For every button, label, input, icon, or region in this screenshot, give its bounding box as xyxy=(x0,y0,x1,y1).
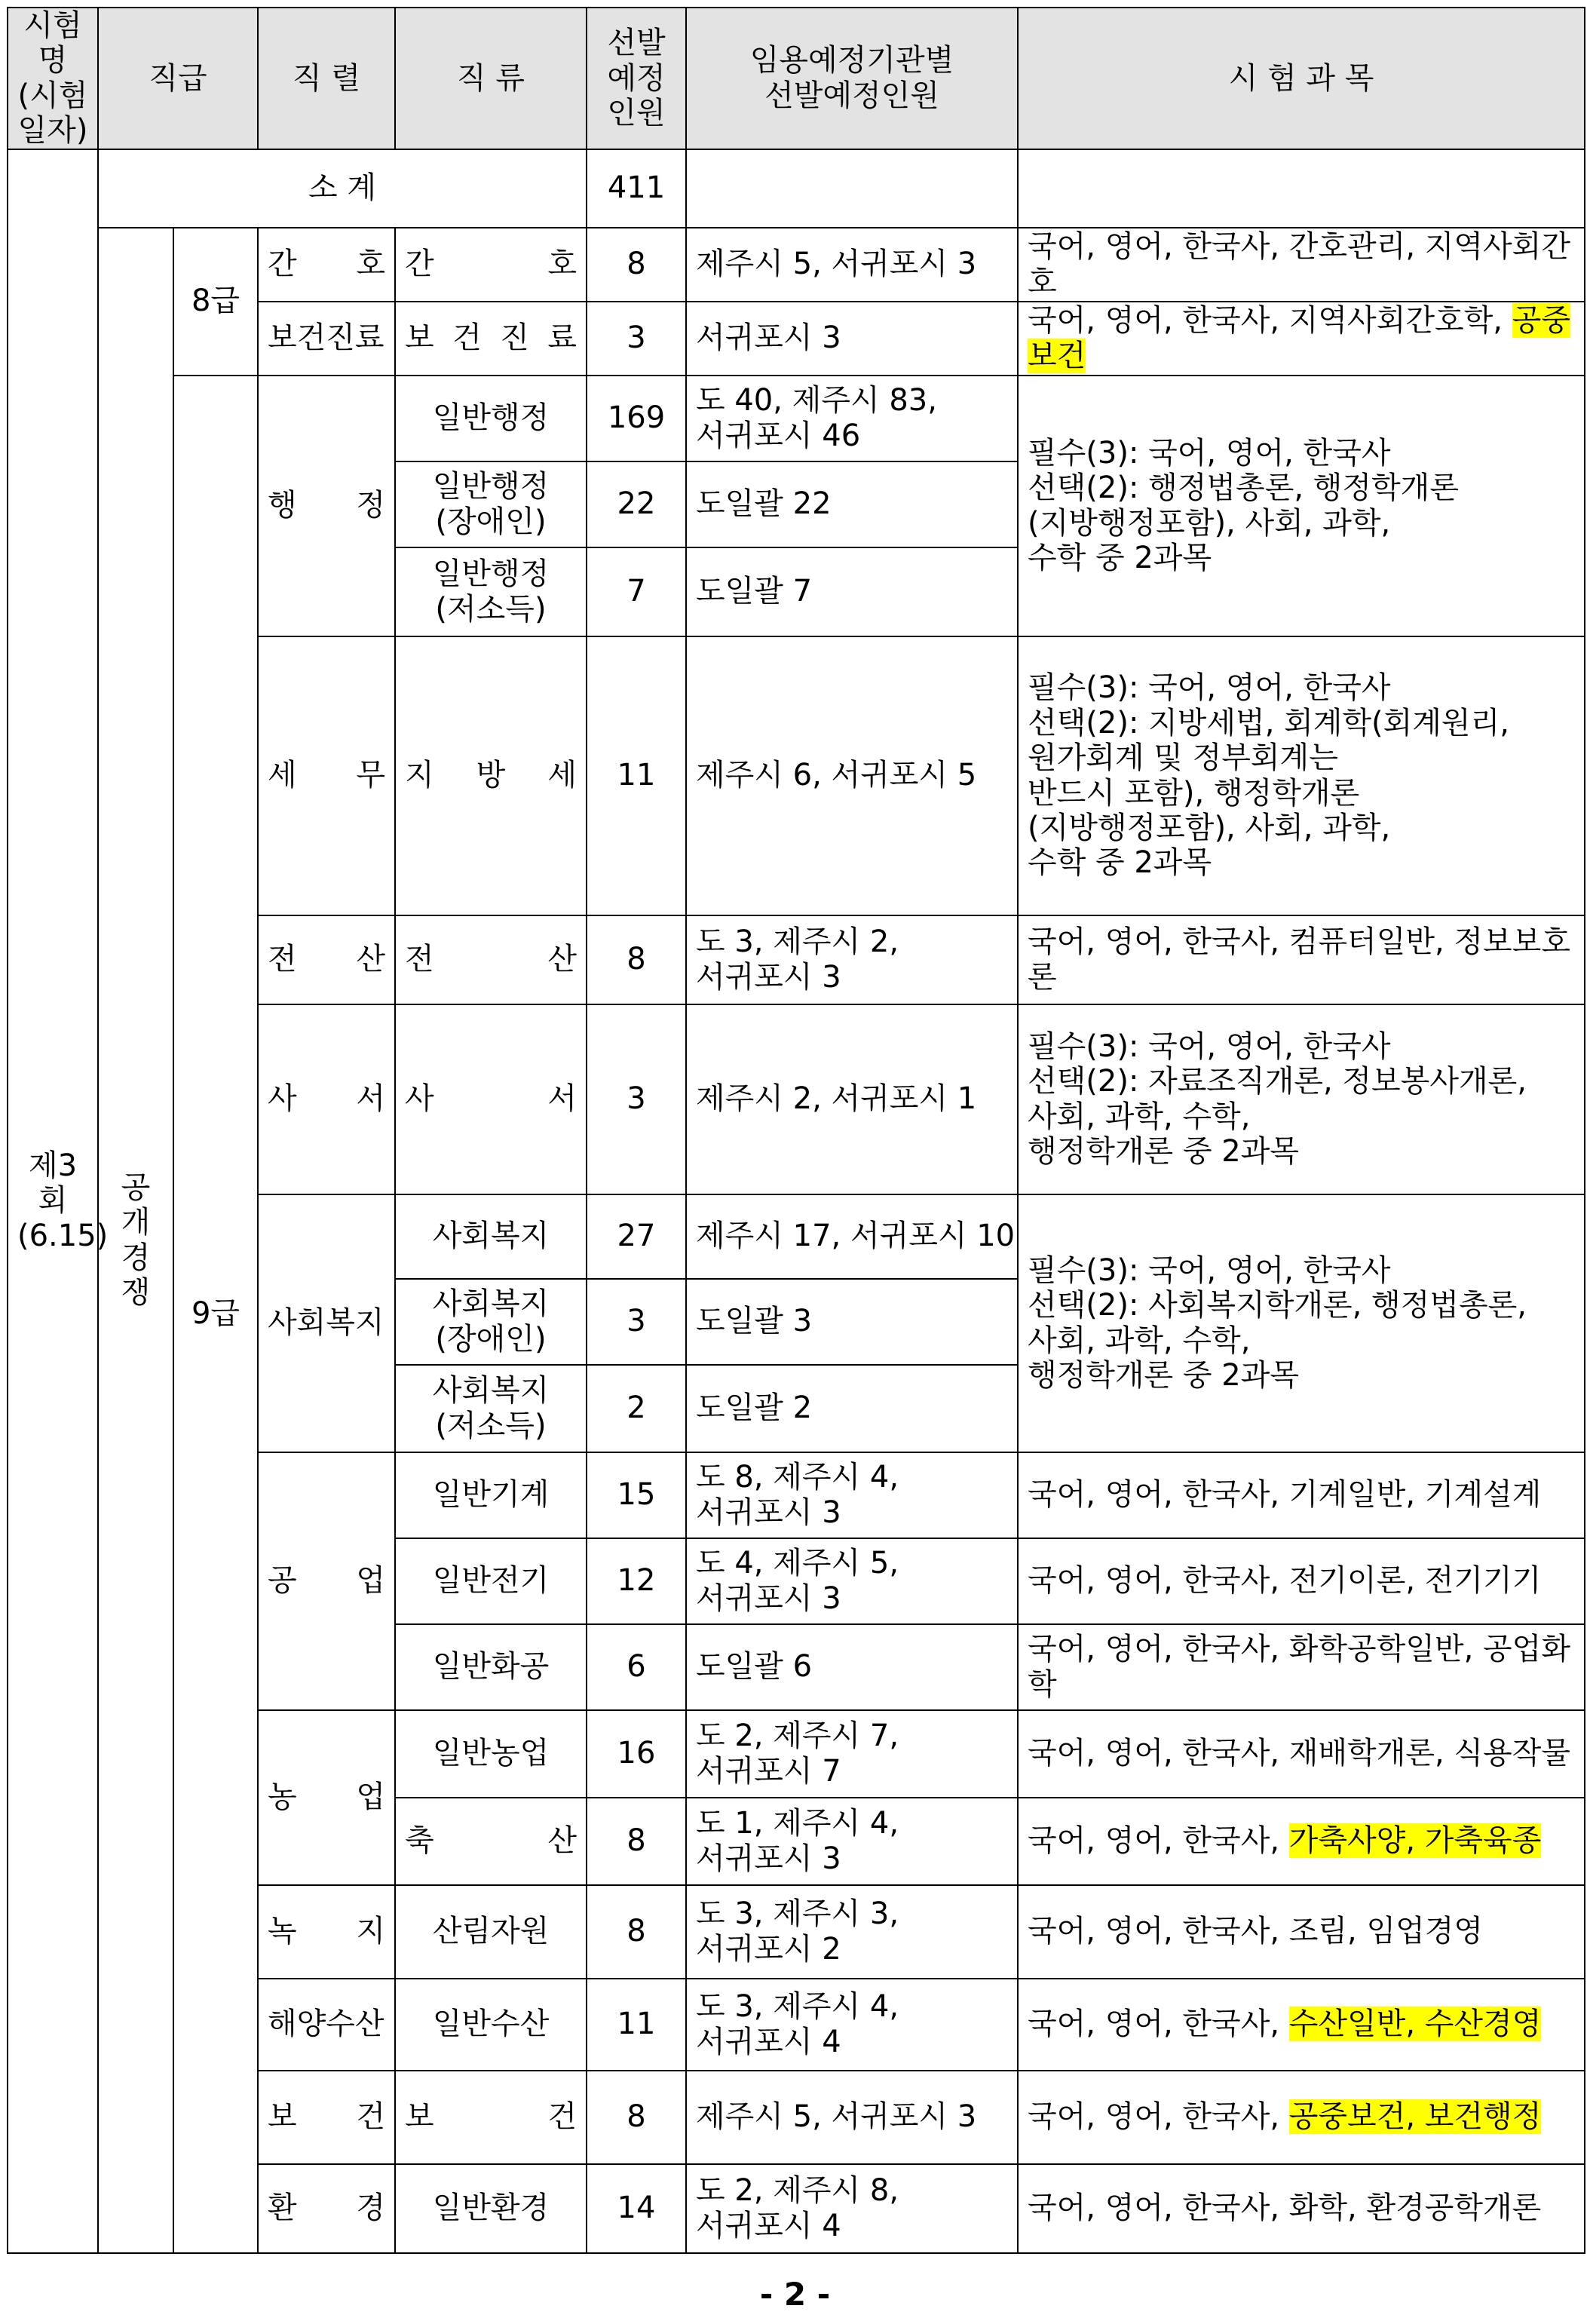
subtotal-agency xyxy=(686,149,1018,228)
class-nursing xyxy=(395,228,587,302)
agency-livestock: 도 1, 제주시 4, 서귀포시 3 xyxy=(686,1798,1018,1885)
subjects-librarian: 필수(3): 국어, 영어, 한국사 선택(2): 자료조직개론, 정보봉사개론, 사회, 과학, 수학, 행정학개론 중 2과목 xyxy=(1018,1004,1585,1194)
subjects-marine-text: 국어, 영어, 한국사, xyxy=(1028,2007,1289,2042)
series-env xyxy=(258,2164,395,2253)
subjects-chemical: 국어, 영어, 한국사, 화학공학일반, 공업화학 xyxy=(1018,1624,1585,1710)
class-mechanical: 일반기계 xyxy=(395,1452,587,1538)
agency-nursing: 제주시 5, 서귀포시 3 xyxy=(686,228,1018,302)
count-livestock: 8 xyxy=(587,1798,686,1885)
header-planned xyxy=(587,8,686,149)
series-librarian xyxy=(258,1004,395,1194)
exam-type-2: 경쟁 xyxy=(121,1240,151,1310)
header-planned-3: 인원 xyxy=(607,95,666,130)
subjects-nursing: 국어, 영어, 한국사, 간호관리, 지역사회간호 xyxy=(1018,228,1585,302)
header-class: 직 류 xyxy=(395,8,587,149)
count-green: 8 xyxy=(587,1885,686,1979)
subjects-health-clinic-highlight: 공중보건 xyxy=(1028,303,1570,373)
count-env: 14 xyxy=(587,2164,686,2253)
class-health-clinic-text: 보 건 진 료 xyxy=(405,320,577,356)
subjects-tax: 필수(3): 국어, 영어, 한국사 선택(2): 지방세법, 회계학(회계원리, 원가회계 및 정부회계는 반드시 포함), 행정학개론 (지방행정포함), 사회, 과학, 수학 중 2과목 xyxy=(1018,636,1585,915)
subjects-welfare: 필수(3): 국어, 영어, 한국사 선택(2): 사회복지학개론, 행정법총론, 사회, 과학, 수학, 행정학개론 중 2과목 xyxy=(1018,1194,1585,1452)
page-number: - 2 - xyxy=(759,2276,831,2313)
series-health-text: 보 건 xyxy=(268,2099,385,2135)
subjects-mechanical: 국어, 영어, 한국사, 기계일반, 기계설계 xyxy=(1018,1452,1585,1538)
exam-name: 제3회 xyxy=(28,1148,78,1219)
header-agency-2: 선발예정인원 xyxy=(764,78,939,113)
exam-date: (6.15) xyxy=(17,1218,109,1253)
subjects-health-clinic-text: 국어, 영어, 한국사, 지역사회간호학, xyxy=(1028,303,1512,339)
subjects-admin: 필수(3): 국어, 영어, 한국사 선택(2): 행정법총론, 행정학개론 (지방행정포함), 사회, 과학, 수학 중 2과목 xyxy=(1018,376,1585,636)
series-tax xyxy=(258,636,395,915)
grade-9: 9급 xyxy=(173,376,258,2253)
agency-health-clinic: 서귀포시 3 xyxy=(686,302,1018,376)
count-marine: 11 xyxy=(587,1979,686,2071)
agency-admin-lowincome: 도일괄 7 xyxy=(686,547,1018,636)
series-industry-text: 공 업 xyxy=(268,1563,385,1599)
count-chemical: 6 xyxy=(587,1624,686,1710)
exam-type-1: 공개 xyxy=(121,1170,151,1240)
class-marine: 일반수산 xyxy=(395,1979,587,2071)
class-health-clinic xyxy=(395,302,587,376)
class-librarian-text: 사 서 xyxy=(405,1081,577,1117)
agency-agri-general: 도 2, 제주시 7, 서귀포시 7 xyxy=(686,1710,1018,1798)
header-grade: 직급 xyxy=(98,8,258,149)
class-tax-text: 지 방 세 xyxy=(405,758,577,793)
header-exam xyxy=(8,8,98,149)
series-marine: 해양수산 xyxy=(258,1979,395,2071)
count-welfare: 27 xyxy=(587,1194,686,1279)
subjects-agri-general: 국어, 영어, 한국사, 재배학개론, 식용작물 xyxy=(1018,1710,1585,1798)
agency-librarian: 제주시 2, 서귀포시 1 xyxy=(686,1004,1018,1194)
count-nursing: 8 xyxy=(587,228,686,302)
series-computing-text: 전 산 xyxy=(268,942,385,977)
class-chemical: 일반화공 xyxy=(395,1624,587,1710)
subtotal-row xyxy=(8,149,1585,228)
exam-name-cell xyxy=(8,149,109,2253)
agency-welfare: 제주시 17, 서귀포시 10 xyxy=(686,1194,1018,1279)
agency-chemical: 도일괄 6 xyxy=(686,1624,1018,1710)
count-admin-lowincome: 7 xyxy=(587,547,686,636)
class-tax xyxy=(395,636,587,915)
series-agri-text: 농 업 xyxy=(268,1780,385,1815)
series-health-clinic: 보건진료 xyxy=(258,302,395,376)
subjects-health xyxy=(1018,2071,1585,2164)
header-agency-1: 임용예정기관별 xyxy=(749,43,954,78)
header-planned-2: 예정 xyxy=(607,60,666,96)
header-row xyxy=(8,8,1585,149)
agency-electrical: 도 4, 제주시 5, 서귀포시 3 xyxy=(686,1538,1018,1624)
series-admin xyxy=(258,376,395,636)
count-tax: 11 xyxy=(587,636,686,915)
class-computing-text: 전 산 xyxy=(405,942,577,977)
agency-health: 제주시 5, 서귀포시 3 xyxy=(686,2071,1018,2164)
header-exam-name: 시험명 xyxy=(23,8,82,78)
subtotal-count: 411 xyxy=(587,149,686,228)
series-welfare: 사회복지 xyxy=(258,1194,395,1452)
class-green: 산림자원 xyxy=(395,1885,587,1979)
agency-mechanical: 도 8, 제주시 4, 서귀포시 3 xyxy=(686,1452,1018,1538)
agency-env: 도 2, 제주시 8, 서귀포시 4 xyxy=(686,2164,1018,2253)
series-green xyxy=(258,1885,395,1979)
count-mechanical: 15 xyxy=(587,1452,686,1538)
subtotal-label: 소 계 xyxy=(98,149,587,228)
subtotal-subjects xyxy=(1018,149,1585,228)
count-electrical: 12 xyxy=(587,1538,686,1624)
exam-plan-table xyxy=(7,7,1585,2254)
series-computing xyxy=(258,915,395,1004)
header-series: 직 렬 xyxy=(258,8,395,149)
table-row xyxy=(8,228,1585,302)
class-nursing-text: 간 호 xyxy=(405,247,577,282)
count-welfare-lowincome: 2 xyxy=(587,1365,686,1452)
agency-computing: 도 3, 제주시 2, 서귀포시 3 xyxy=(686,915,1018,1004)
series-health xyxy=(258,2071,395,2164)
count-agri-general: 16 xyxy=(587,1710,686,1798)
subjects-health-text: 국어, 영어, 한국사, xyxy=(1028,2099,1289,2135)
series-tax-text: 세 무 xyxy=(268,758,385,793)
header-exam-date: (시험일자) xyxy=(17,78,88,149)
header-agency xyxy=(686,8,1018,149)
agency-tax: 제주시 6, 서귀포시 5 xyxy=(686,636,1018,915)
class-welfare-disabled: 사회복지 (장애인) xyxy=(395,1279,587,1365)
count-computing: 8 xyxy=(587,915,686,1004)
count-admin-general: 169 xyxy=(587,376,686,461)
subjects-marine xyxy=(1018,1979,1585,2071)
agency-admin-general: 도 40, 제주시 83, 서귀포시 46 xyxy=(686,376,1018,461)
subjects-livestock xyxy=(1018,1798,1585,1885)
subjects-health-highlight: 공중보건, 보건행정 xyxy=(1288,2099,1542,2135)
class-computing xyxy=(395,915,587,1004)
subjects-electrical: 국어, 영어, 한국사, 전기이론, 전기기기 xyxy=(1018,1538,1585,1624)
class-welfare: 사회복지 xyxy=(395,1194,587,1279)
class-admin-general: 일반행정 xyxy=(395,376,587,461)
subjects-env: 국어, 영어, 한국사, 화학, 환경공학개론 xyxy=(1018,2164,1585,2253)
header-subjects: 시 험 과 목 xyxy=(1018,8,1585,149)
header-planned-1: 선발 xyxy=(607,26,666,61)
class-librarian xyxy=(395,1004,587,1194)
class-livestock xyxy=(395,1798,587,1885)
class-admin-lowincome: 일반행정 (저소득) xyxy=(395,547,587,636)
count-health: 8 xyxy=(587,2071,686,2164)
class-health-text: 보 건 xyxy=(405,2099,577,2135)
class-health xyxy=(395,2071,587,2164)
series-green-text: 녹 지 xyxy=(268,1914,385,1949)
subjects-marine-highlight: 수산일반, 수산경영 xyxy=(1288,2007,1542,2042)
series-admin-text: 행 정 xyxy=(268,488,385,523)
series-agri xyxy=(258,1710,395,1885)
subjects-livestock-text: 국어, 영어, 한국사, xyxy=(1028,1823,1289,1859)
table-row xyxy=(8,376,1585,461)
agency-admin-disabled: 도일괄 22 xyxy=(686,461,1018,547)
series-nursing xyxy=(258,228,395,302)
subjects-computing: 국어, 영어, 한국사, 컴퓨터일반, 정보보호론 xyxy=(1018,915,1585,1004)
subjects-green: 국어, 영어, 한국사, 조림, 임업경영 xyxy=(1018,1885,1585,1979)
class-env: 일반환경 xyxy=(395,2164,587,2253)
agency-green: 도 3, 제주시 3, 서귀포시 2 xyxy=(686,1885,1018,1979)
count-admin-disabled: 22 xyxy=(587,461,686,547)
class-electrical: 일반전기 xyxy=(395,1538,587,1624)
series-industry xyxy=(258,1452,395,1710)
agency-marine: 도 3, 제주시 4, 서귀포시 4 xyxy=(686,1979,1018,2071)
agency-welfare-lowincome: 도일괄 2 xyxy=(686,1365,1018,1452)
count-health-clinic: 3 xyxy=(587,302,686,376)
subjects-health-clinic xyxy=(1018,302,1585,376)
class-admin-disabled: 일반행정 (장애인) xyxy=(395,461,587,547)
exam-type-cell xyxy=(98,228,173,2253)
class-livestock-text: 축 산 xyxy=(405,1823,577,1859)
subjects-livestock-highlight: 가축사양, 가축육종 xyxy=(1288,1823,1542,1859)
series-env-text: 환 경 xyxy=(268,2191,385,2226)
series-nursing-text: 간 호 xyxy=(268,247,385,282)
count-welfare-disabled: 3 xyxy=(587,1279,686,1365)
class-welfare-lowincome: 사회복지 (저소득) xyxy=(395,1365,587,1452)
count-librarian: 3 xyxy=(587,1004,686,1194)
class-agri-general: 일반농업 xyxy=(395,1710,587,1798)
series-librarian-text: 사 서 xyxy=(268,1081,385,1117)
grade-8: 8급 xyxy=(173,228,258,376)
agency-welfare-disabled: 도일괄 3 xyxy=(686,1279,1018,1365)
